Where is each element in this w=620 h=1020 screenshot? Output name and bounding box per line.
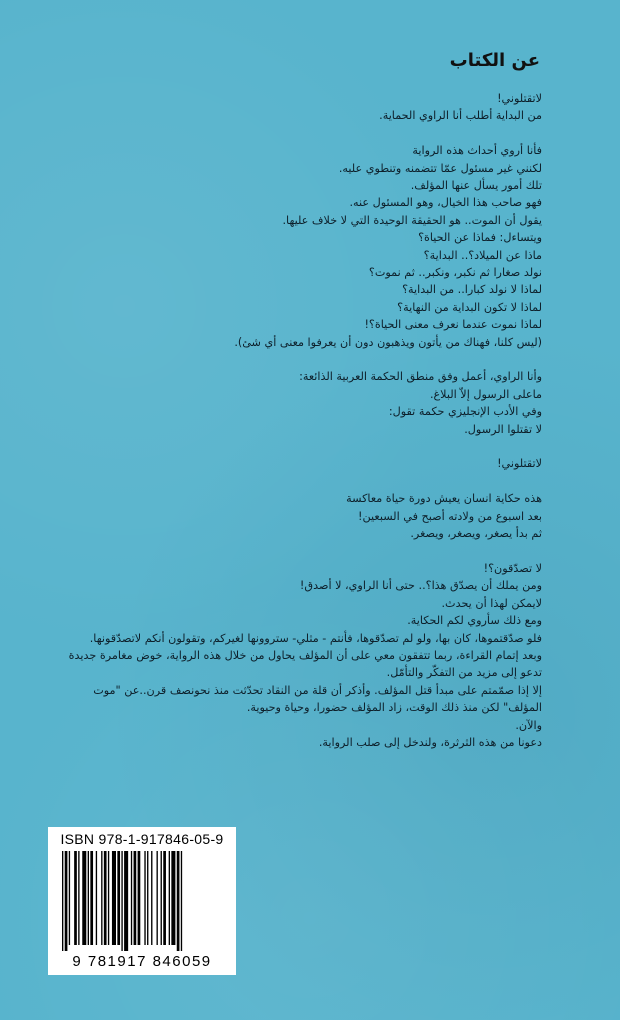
barcode-bar [88, 851, 89, 945]
barcode-bar [82, 851, 86, 945]
barcode-bar [181, 851, 182, 951]
text-line: وأنا الراوي، أعمل وفق منطق الحكمة العربية الذائعة: [299, 370, 542, 384]
barcode-bar [171, 851, 175, 945]
text-line: هذه حكاية انسان يعيش دورة حياة معاكسة [346, 492, 542, 506]
barcode-bar [177, 851, 180, 951]
barcode-bar [108, 851, 109, 945]
text-line: المؤلف" لكن منذ ذلك الوقت، زاد المؤلف حضورا، وحياة وحيوية. [246, 701, 542, 715]
barcode-bar [124, 851, 128, 951]
text-line: بعد اسبوع من ولادته أصبح في السبعين! [358, 509, 542, 523]
barcode-bar [131, 851, 132, 945]
text-line: لايمكن لهذا أن يحدث. [441, 596, 542, 610]
text-line: لاتقتلوني! [497, 457, 542, 471]
text-line: إلا إذا صمّمتم على مبدأ قتل المؤلف. وأذكر أن قلة من النقاد تحدّثت منذ نحونصف قرن..عن "موت [93, 683, 542, 697]
isbn-label: ISBN 978-1-917846-05-9 [60, 831, 224, 847]
text-line: لماذا لا نولد كبارا.. من البداية؟ [402, 283, 542, 297]
text-line: لماذا نموت عندما نعرف معنى الحياة؟! [364, 318, 542, 332]
text-line: ومع ذلك سأروي لكم الحكاية. [407, 614, 542, 628]
text-line: ثم بدأ يصغر، ويصغر، ويصغر. [410, 527, 542, 541]
barcode-bar [69, 851, 70, 945]
blurb-text [62, 90, 542, 751]
paragraph-gap [62, 543, 542, 560]
barcode-bar [138, 851, 141, 945]
text-line: وبعد إتمام القراءة، ربما تتفقون معي على أن المؤلف يحاول من خلال هذه الرواية، خوض مغامرة جديدة [68, 648, 542, 662]
barcode-bar [169, 851, 170, 945]
text-line: فهو صاحب هذا الخيال، وهو المسئول عنه. [349, 196, 542, 210]
barcode-bar [101, 851, 102, 945]
text-line: لماذا لا تكون البداية من النهاية؟ [397, 300, 542, 314]
text-line: ومن يملك أن يصدّق هذا؟.. حتى أنا الراوي، لا أصدق! [299, 579, 542, 593]
text-line: فلو صدّقتموها، كان بها، ولو لم تصدّقوها، فأنتم - مثلي- ستروونها لغيركم، وتقولون أنكم لاتصدّقونها. [89, 631, 542, 645]
barcode-bar [147, 851, 148, 945]
paragraph-gap [62, 438, 542, 455]
text-line: ويتساءل: فماذا عن الحياة؟ [418, 231, 542, 245]
barcode-bar [163, 851, 166, 945]
barcode-bar [157, 851, 158, 945]
text-line: (ليس كلنا، فهناك من يأتون ويذهبون دون أن يعرفوا معنى أي شئ). [234, 335, 542, 349]
text-line: تلك أمور يسأل عنها المؤلف. [410, 179, 542, 193]
barcode-bar [62, 851, 63, 951]
text-line: فأنا أروي أحداث هذه الرواية [412, 144, 542, 158]
barcode-bar [65, 851, 68, 951]
barcode-box [48, 827, 236, 975]
barcode-bar [121, 851, 122, 951]
barcode-bar [74, 851, 77, 945]
text-line: لاتقتلوني! [497, 92, 542, 105]
barcode-bar [134, 851, 137, 945]
paragraph-gap [62, 351, 542, 368]
text-line: دعونا من هذه الثرثرة، ولندخل إلى صلب الرواية. [318, 735, 542, 749]
barcode-bar [90, 851, 93, 945]
barcode-bar [144, 851, 145, 945]
text-line: ماذا عن الميلاد؟.. البداية؟ [423, 248, 542, 262]
section-title: عن الكتاب [449, 50, 540, 71]
barcode-bar [151, 851, 152, 945]
isbn-digits: 9 781917 846059 [72, 953, 212, 970]
barcode-bar [96, 851, 97, 945]
barcode-bar [161, 851, 162, 945]
paragraph-gap [62, 125, 542, 142]
text-line: لا تقتلوا الرسول. [464, 422, 542, 436]
barcode-bar [104, 851, 107, 945]
paragraph-gap [62, 473, 542, 490]
barcode-icon [62, 851, 222, 951]
text-line: لكنني غير مسئول عمّا تتضمنه وتنطوي عليه. [338, 161, 542, 175]
text-line: لا تصدّقون؟! [483, 561, 542, 575]
text-line: تدعو إلى مزيد من التفكّر والتأمّل. [386, 666, 542, 680]
text-line: وفي الأدب الإنجليزي حكمة تقول: [388, 405, 542, 419]
text-line: ماعلى الرسول إلاّ البلاغ. [429, 387, 542, 401]
barcode-bar [78, 851, 79, 945]
text-line: والآن. [515, 718, 542, 732]
text-line: من البداية أطلب أنا الراوي الحماية. [379, 109, 542, 123]
barcode-bar [117, 851, 120, 945]
barcode-bar [112, 851, 116, 945]
text-line: يقول أن الموت.. هو الحقيقة الوحيدة التي لا خلاف عليها. [282, 213, 542, 227]
text-line: نولد صغارا ثم نكبر، ونكبر.. ثم نموت؟ [368, 266, 542, 280]
